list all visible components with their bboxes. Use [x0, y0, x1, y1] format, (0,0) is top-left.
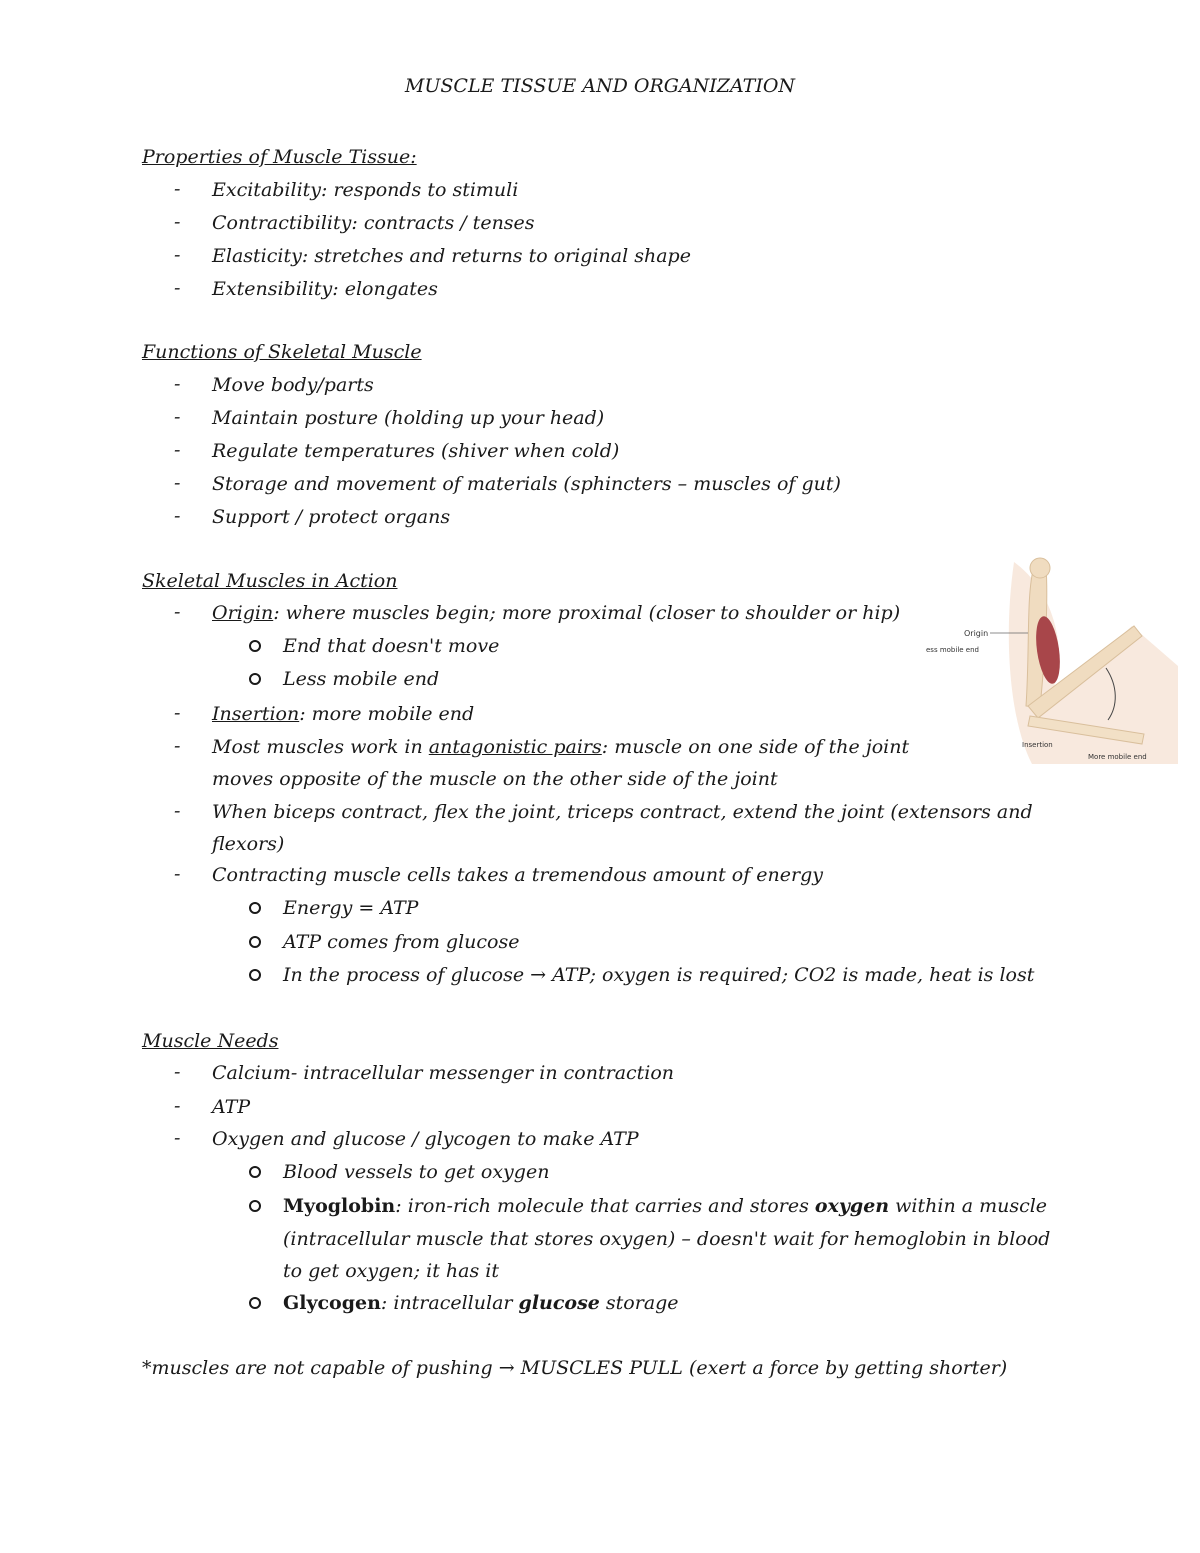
bullet-dash: -	[174, 211, 181, 233]
bullet-dash: -	[174, 702, 181, 724]
humerus-head	[1030, 558, 1050, 578]
bullet-dash: -	[174, 1127, 181, 1149]
bullet-dash: -	[174, 800, 181, 822]
bullet-dash: -	[174, 472, 181, 494]
bullet-dash: -	[174, 1061, 181, 1083]
list-item: ATP	[212, 1096, 251, 1118]
sub-list-item: End that doesn't move	[283, 635, 500, 657]
bullet-dash: -	[174, 439, 181, 461]
page-title: MUSCLE TISSUE AND ORGANIZATION	[404, 75, 796, 97]
list-item: Extensibility: elongates	[212, 278, 438, 300]
list-item-origin	[212, 601, 900, 625]
list-item: Move body/parts	[212, 374, 374, 396]
glycogen-text-b: storage	[599, 1292, 679, 1314]
sub-list-item: Energy = ATP	[283, 897, 419, 919]
section-heading-properties: Properties of Muscle Tissue:	[142, 146, 417, 168]
sub-list-item: Blood vessels to get oxygen	[283, 1161, 550, 1183]
bullet-dash: -	[174, 277, 181, 299]
bullet-circle	[249, 1166, 261, 1178]
term-myoglobin: Myoglobin	[283, 1195, 396, 1217]
sub-list-item: Less mobile end	[283, 668, 440, 690]
label-more-mobile-end: More mobile end	[1088, 753, 1147, 761]
list-item: Contracting muscle cells takes a tremendous amount of energy	[212, 864, 823, 886]
sub-list-item: In the process of glucose → ATP; oxygen is required; CO2 is made, heat is lost	[283, 964, 1035, 986]
section-heading-functions: Functions of Skeletal Muscle	[142, 341, 422, 363]
sub-list-item: ATP comes from glucose	[283, 931, 520, 953]
bullet-circle	[249, 969, 261, 981]
myoglobin-text-b: within a muscle	[889, 1195, 1048, 1217]
list-item-continuation: moves opposite of the muscle on the other side of the joint	[212, 768, 778, 790]
pairs-rest: : muscle on one side of the joint	[601, 736, 910, 758]
bullet-dash: -	[174, 863, 181, 885]
section-heading-action: Skeletal Muscles in Action	[142, 570, 398, 592]
term-insertion: Insertion	[212, 703, 300, 725]
myoglobin-text-a: : iron-rich molecule that carries and stores	[395, 1195, 815, 1217]
sub-list-item-continuation: (intracellular muscle that stores oxygen) – doesn't wait for hemoglobin in blood	[283, 1228, 1051, 1250]
bullet-dash: -	[174, 406, 181, 428]
label-less-mobile-end: ess mobile end	[926, 646, 979, 654]
bullet-dash: -	[174, 244, 181, 266]
insertion-text: : more mobile end	[299, 703, 475, 725]
bullet-dash: -	[174, 735, 181, 757]
list-item: Calcium- intracellular messenger in contraction	[212, 1062, 675, 1084]
list-item: Oxygen and glucose / glycogen to make ATP	[212, 1128, 639, 1150]
term-oxygen: oxygen	[814, 1195, 890, 1217]
term-glycogen: Glycogen	[283, 1292, 381, 1314]
bullet-circle	[249, 1297, 261, 1309]
list-item: Support / protect organs	[212, 506, 451, 528]
origin-text: : where muscles begin; more proximal (closer to shoulder or hip)	[273, 602, 901, 624]
term-origin: Origin	[212, 602, 274, 624]
term-antagonistic-pairs: antagonistic pairs	[428, 736, 602, 758]
label-origin: Origin	[964, 629, 989, 638]
bullet-dash: -	[174, 373, 181, 395]
list-item-continuation: flexors)	[212, 833, 285, 855]
bullet-dash: -	[174, 505, 181, 527]
list-item: When biceps contract, flex the joint, triceps contract, extend the joint (extensors and	[212, 801, 1033, 823]
bullet-dash: -	[174, 1095, 181, 1117]
list-item-insertion	[212, 702, 474, 726]
term-glucose: glucose	[518, 1292, 600, 1314]
list-item: Storage and movement of materials (sphincters – muscles of gut)	[212, 473, 841, 495]
bullet-circle	[249, 936, 261, 948]
section-heading-needs: Muscle Needs	[142, 1030, 279, 1052]
label-insertion: Insertion	[1022, 741, 1053, 749]
pairs-pre: Most muscles work in	[212, 736, 429, 758]
footer-note: *muscles are not capable of pushing → MUSCLES PULL (exert a force by getting shorter)	[142, 1357, 1008, 1379]
list-item-pairs	[212, 735, 909, 759]
list-item: Maintain posture (holding up your head)	[212, 407, 605, 429]
glycogen-text-a: : intracellular	[380, 1292, 519, 1314]
list-item: Excitability: responds to stimuli	[212, 179, 519, 201]
list-item: Contractibility: contracts / tenses	[212, 212, 535, 234]
bullet-circle	[249, 902, 261, 914]
sub-list-item-myoglobin	[283, 1194, 1047, 1218]
sub-list-item-glycogen	[283, 1291, 679, 1315]
bullet-dash: -	[174, 178, 181, 200]
bullet-circle	[249, 640, 261, 652]
bullet-circle	[249, 1200, 261, 1212]
bullet-circle	[249, 673, 261, 685]
sub-list-item-continuation: to get oxygen; it has it	[283, 1260, 499, 1282]
arm-muscle-figure	[922, 556, 1178, 764]
list-item: Regulate temperatures (shiver when cold)	[212, 440, 620, 462]
list-item: Elasticity: stretches and returns to original shape	[212, 245, 691, 267]
bullet-dash: -	[174, 601, 181, 623]
